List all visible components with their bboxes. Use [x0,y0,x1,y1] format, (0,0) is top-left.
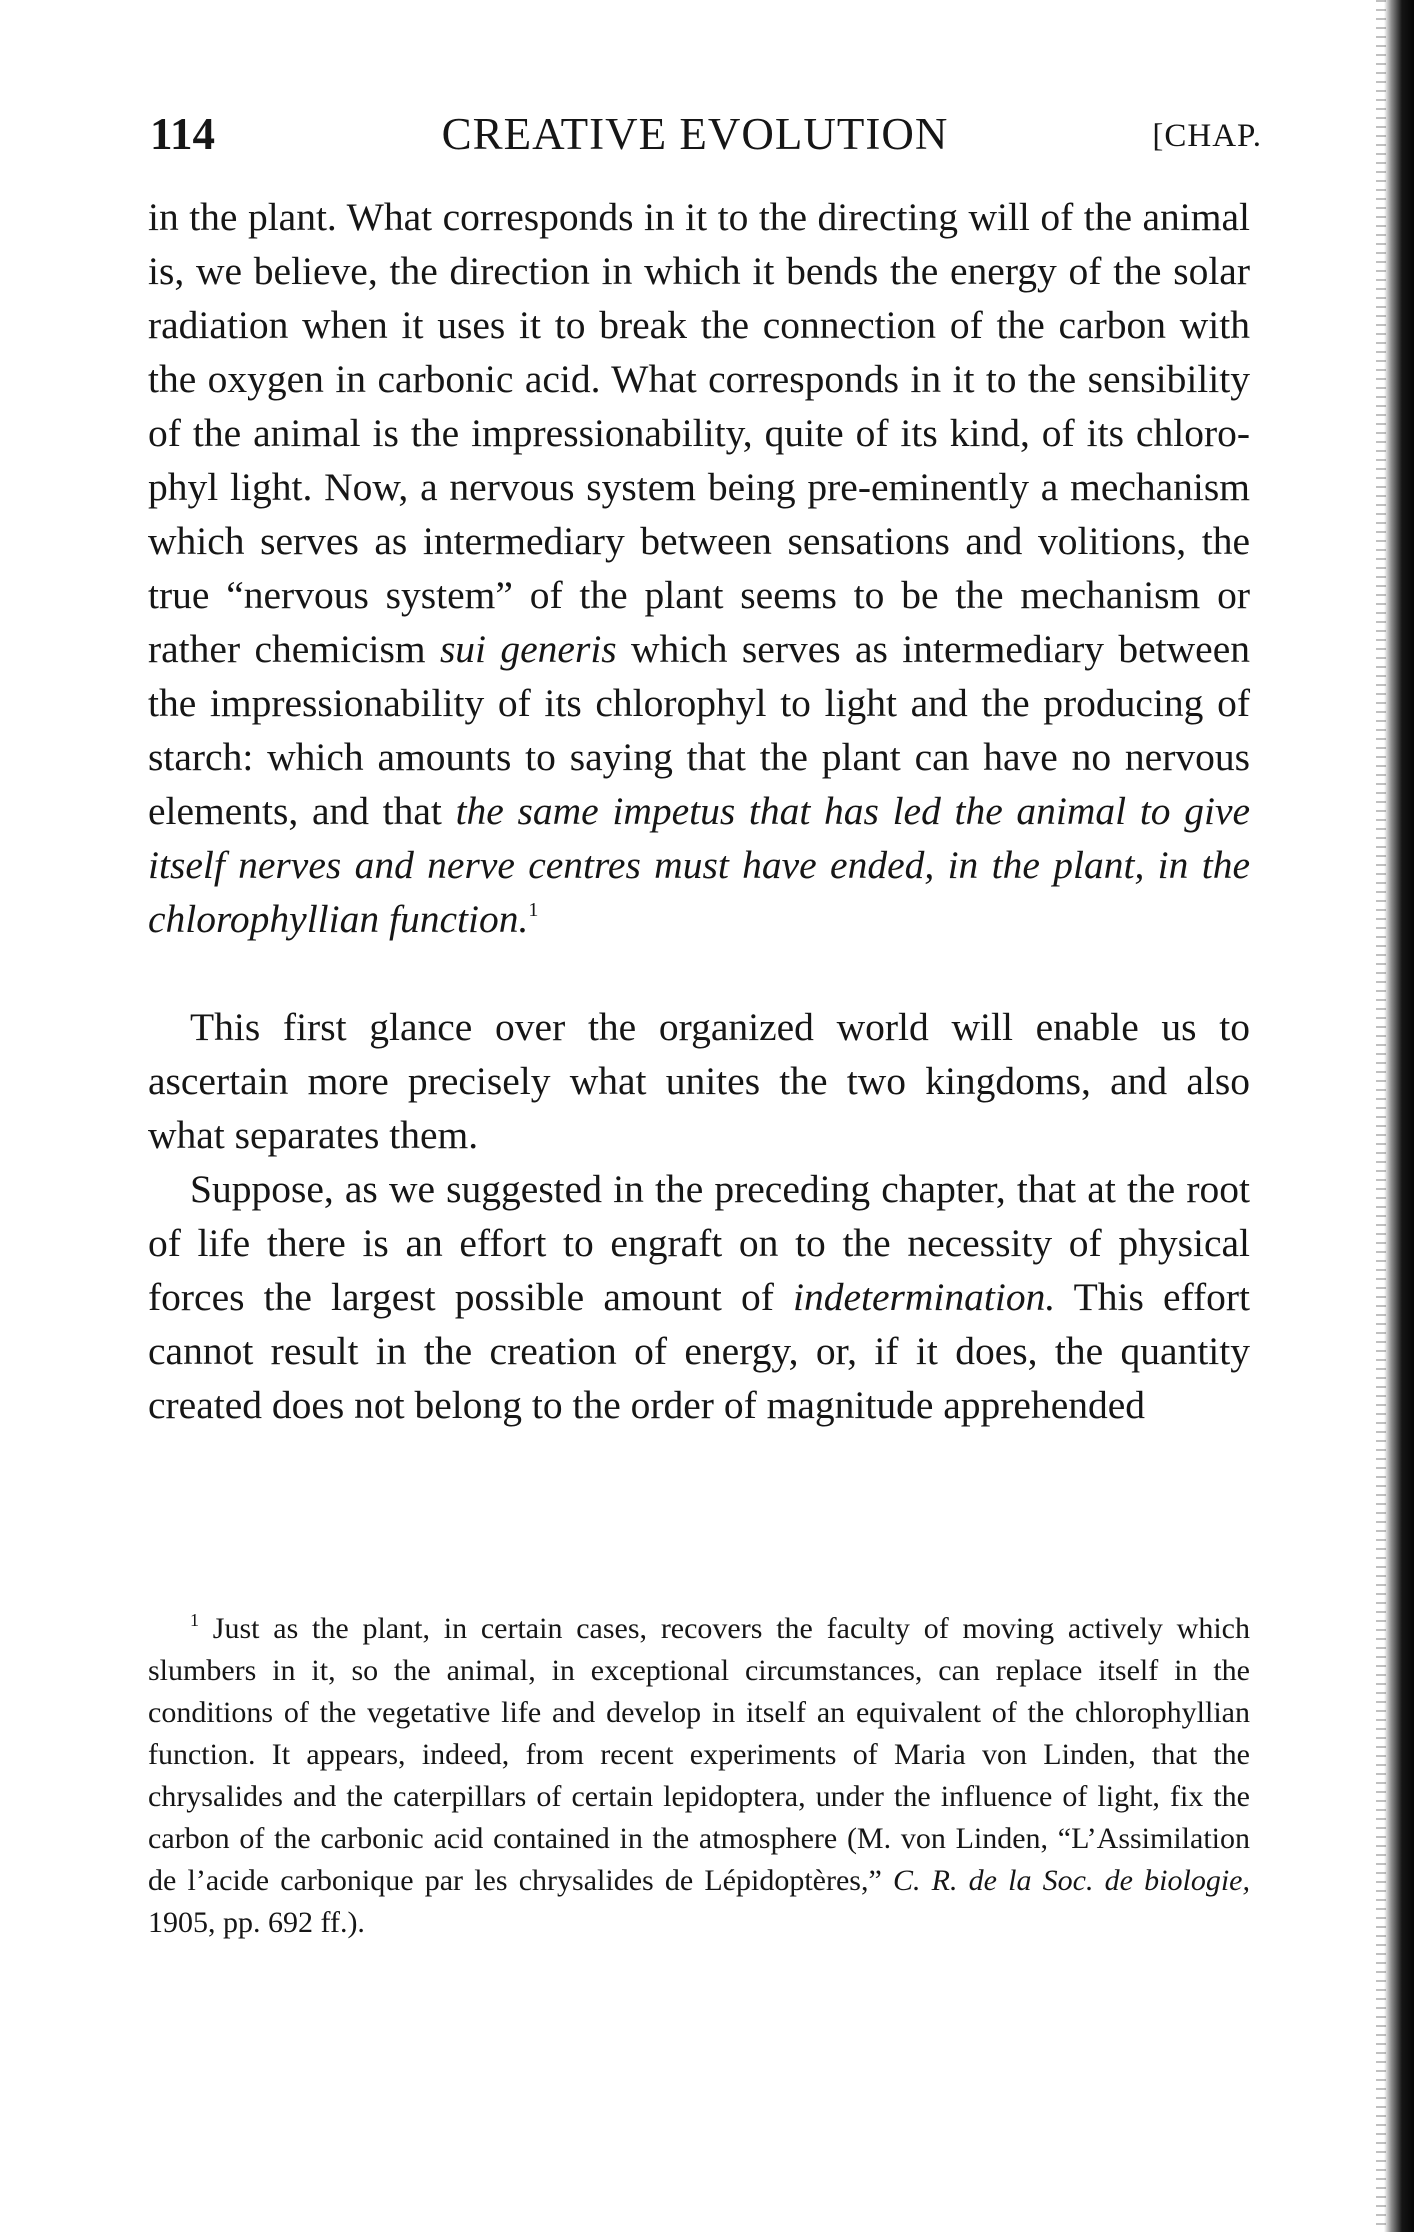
page-number: 114 [150,109,216,159]
paragraph-2: This first glance over the organized world will enable us to ascertain more precisely what unites the two kingdoms, and also what separates them. [148,1005,1250,1157]
paragraph-1 [148,190,1250,946]
footnote-italic-citation: C. R. de la Soc. de biologie, [892,1864,1250,1897]
page-binding-edge [1384,0,1414,2232]
chapter-marker: [CHAP. [1152,118,1262,154]
paragraph-3-text-c: This effort cannot result in the creation of energy, or, if it does, the quantity created does not belong to the order of magnitude apprehended [148,1275,1251,1427]
footnote-mark: 1 [190,1610,199,1630]
footnote-text-c: 1905, pp. 692 ff.). [148,1906,365,1939]
running-head [150,104,1262,164]
page-binding-shadow [1376,0,1386,2232]
footnote-reference: 1 [528,899,539,921]
body-text [148,190,1250,1432]
paragraph-1-text-c: which serves as intermediary between the impressionability of its chlorophyl to light and the producing of starch: which amounts to saying that the plant can have no nervous elements, and that [148,627,1250,833]
paragraph-3 [148,1162,1250,1432]
paragraph-1-italic-sui-generis: sui generis [439,627,617,671]
footnote-paragraph [148,1608,1250,1944]
paragraph-1-text-a: in the plant. What corresponds in it to the directing will of the animal is, we believe, the direction in which it bends the energy of the solar radiation when it uses it to break the connection of the carbon with the oxygen in carbonic acid. What corresponds in it to the sensibility of the animal is the impressionability, quite of its kind, of its chlorophyl light. Now, a nervous system being pre-eminently a mechanism which serves as intermediary between sensations and volitions, the true “nervous system” of the plant seems to be the mechanism or rather chemicism [148,195,1250,671]
footnote [148,1608,1250,1944]
paragraph-1-italic-conclusion: the same impetus that has led the animal to give itself nerves and nerve centres must have ended, in the plant, in the chlorophyllian function. [148,789,1251,941]
paragraph-3-italic-indetermination: indetermination. [793,1275,1056,1319]
paragraph-3-text-a: Suppose, as we suggested in the preceding chapter, that at the root of life there is an effort to engraft on to the necessity of physical forces the largest possible amount of [148,1167,1250,1319]
running-title: CREATIVE EVOLUTION [441,109,949,159]
footnote-text-a: Just as the plant, in certain cases, recovers the faculty of moving actively which slumbers in it, so the animal, in exceptional circumstances, can replace itself in the conditions of the vegetative life and develop in itself an equivalent of the chlorophyllian function. It appears, indeed, from recent experiments of Maria von Linden, that the chrysalides and the caterpillars of certain lepidoptera, under the influence of light, fix the carbon of the carbonic acid contained in the atmosphere (M. von Linden, “L’Assimilation de l’acide carbonique par les chrysalides de Lépidoptères,” [148,1612,1250,1897]
